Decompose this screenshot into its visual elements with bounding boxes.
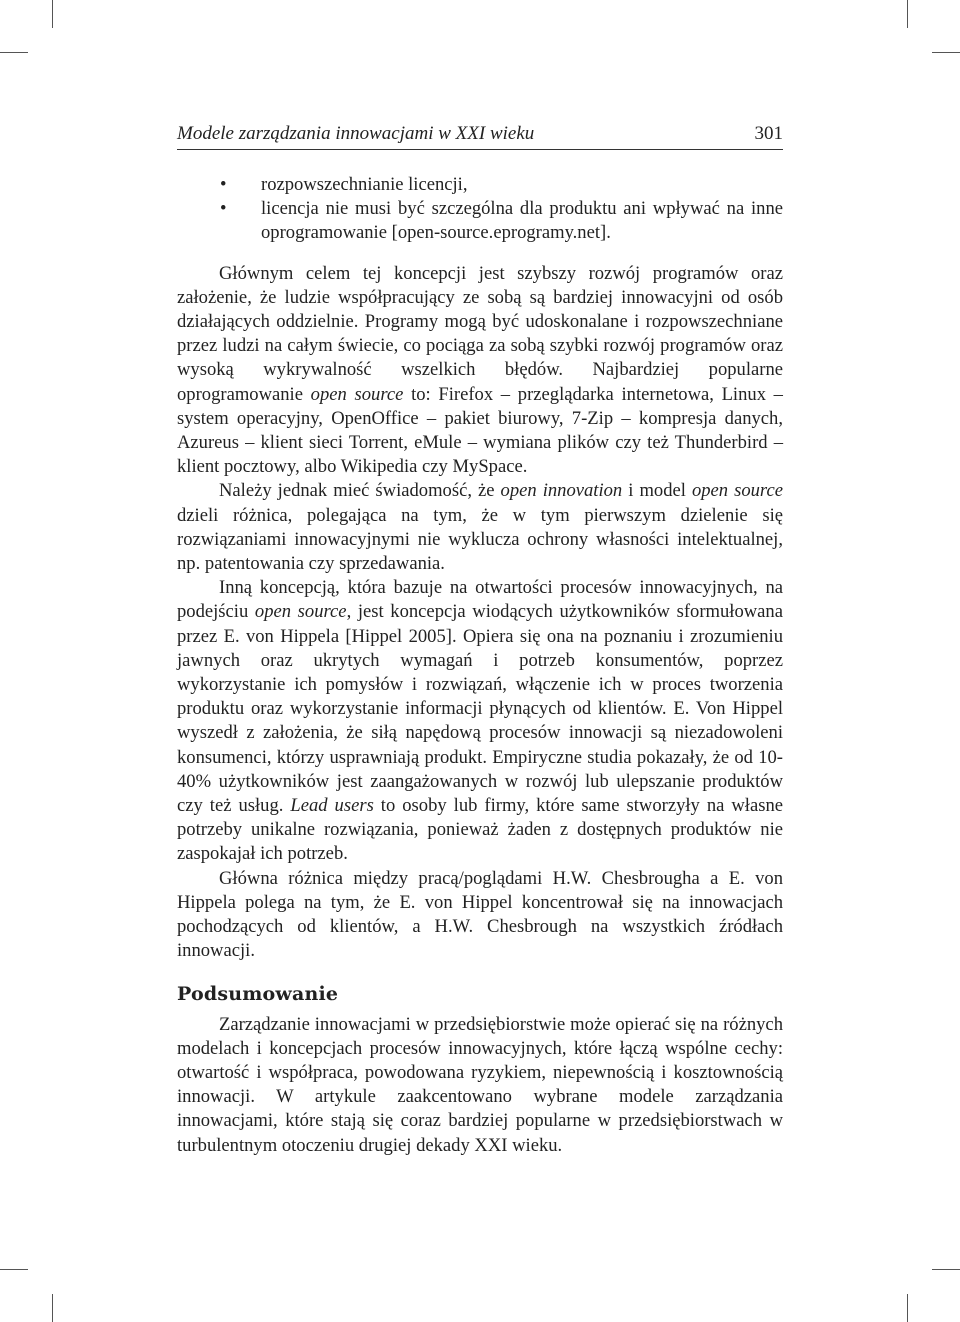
italic-term: open innovation bbox=[500, 480, 623, 502]
crop-mark bbox=[932, 1269, 960, 1270]
paragraph bbox=[177, 479, 783, 576]
crop-mark bbox=[0, 1269, 28, 1270]
page-body bbox=[177, 173, 783, 1158]
list-item-text: rozpowszechnianie licencji, bbox=[261, 174, 468, 195]
running-header bbox=[177, 122, 783, 150]
crop-mark bbox=[932, 52, 960, 53]
text-run: Inną koncepcją, która bazuje na otwartości procesów innowacyjnych, na podejściu bbox=[177, 577, 783, 623]
text-run: dzieli różnica, polegająca na tym, że w tym pierwszym dzielenie się rozwiązaniami innowacyjnymi nie wyklucza ochrony własności intelektualnej, np. patentowania czy sprzedawania. bbox=[177, 504, 783, 575]
text-run: Głównym celem tej koncepcji jest szybszy rozwój programów oraz założenie, że ludzie współpracujący ze sobą są bardziej innowacyjni od osób działających oddzielnie. Programy mogą być udoskonalane i rozpowszechniane przez ludzi na całym świecie, co pociąga za sobą szybki rozwój programów oraz wysoką wykrywalność wszelkich błędów. Najbardziej popularne oprogramowanie bbox=[177, 262, 783, 405]
section-heading: Podsumowanie bbox=[177, 982, 339, 1005]
list-item bbox=[177, 197, 783, 245]
summary-paragraph: Zarządzanie innowacjami w przedsiębiorstwie może opierać się na różnych modelach i koncepcjach procesów innowacyjnych, które łączą wspólne cechy: otwartość i współpraca, powodowana ryzykiem, niepewnością i kosztownością innowacji. W artykule zaakcentowano wybrane modele zarządzania innowacjami, które stają się coraz bardziej popularne w przedsiębiorstwach w turbulentnym otoczeniu drugiej dekady XXI wieku. bbox=[177, 1013, 783, 1156]
bullet-icon: • bbox=[220, 174, 227, 195]
text-run: to osoby lub firmy, które same stworzyły na własne potrzeby unikalne rozwiązania, ponieważ żaden z dostępnych produktów nie zaspokajał ich potrzeb. bbox=[177, 795, 783, 865]
bullet-list bbox=[177, 173, 783, 246]
bullet-icon: • bbox=[220, 198, 227, 220]
header-title: Modele zarządzania innowacjami w XXI wieku bbox=[177, 123, 535, 144]
page-number: 301 bbox=[754, 123, 783, 144]
text-run: , jest koncepcja wiodących użytkowników sformułowana przez E. von Hippela [Hippel 2005]. Opiera się ona na poznaniu i zrozumieniu jawnych oraz ukrytych wymagań i potrzeb konsumentów, poprzez wykorzystanie ich pomysłów i rozwiązań, włączenie ich w proces tworzenia produktu oraz wykorzystanie informacji płynących od klientów. E. Von Hippel wyszedł z założenia, że siłą napędową procesów innowacji są niezadowoleni konsumenci, którzy usprawniają produkt. Empiryczne studia pokazały, że od 10-40% użytkowników jest zaangażowanych w rozwój lub ulepszanie produktów czy też usług. bbox=[177, 601, 783, 817]
text-run: Należy jednak mieć świadomość, że bbox=[219, 480, 501, 502]
text-run: to: Firefox – przeglądarka internetowa, Linux – system operacyjny, OpenOffice – pakiet biurowy, 7-Zip – kompresja danych, Azureus – klient sieci Torrent, eMule – wymiana plików czy też Thunderbird – klient pocztowy, albo Wikipedia czy MySpace. bbox=[177, 383, 783, 478]
list-item-text: licencja nie musi być szczególna dla produktu ani wpływać na inne oprogramowanie [open-source.eprogramy.net]. bbox=[261, 198, 783, 244]
crop-mark bbox=[907, 1294, 908, 1322]
crop-mark bbox=[907, 0, 908, 28]
paragraph: Główna różnica między pracą/poglądami H.W. Chesbrougha a E. von Hippela polega na tym, że E. von Hippel koncentrował się na innowacjach pochodzących od klientów, a H.W. Chesbrough na wszystkich źródłach innowacji. bbox=[177, 867, 783, 962]
italic-term: open source bbox=[254, 601, 347, 623]
list-item bbox=[177, 173, 783, 197]
paragraph bbox=[177, 576, 783, 866]
paragraph bbox=[177, 262, 783, 480]
italic-term: open source bbox=[691, 480, 783, 502]
text-run: i model bbox=[622, 480, 692, 502]
crop-mark bbox=[0, 52, 28, 53]
italic-term: open source bbox=[310, 383, 404, 405]
crop-mark bbox=[52, 1294, 53, 1322]
crop-mark bbox=[52, 0, 53, 28]
italic-term: Lead users bbox=[290, 795, 374, 817]
